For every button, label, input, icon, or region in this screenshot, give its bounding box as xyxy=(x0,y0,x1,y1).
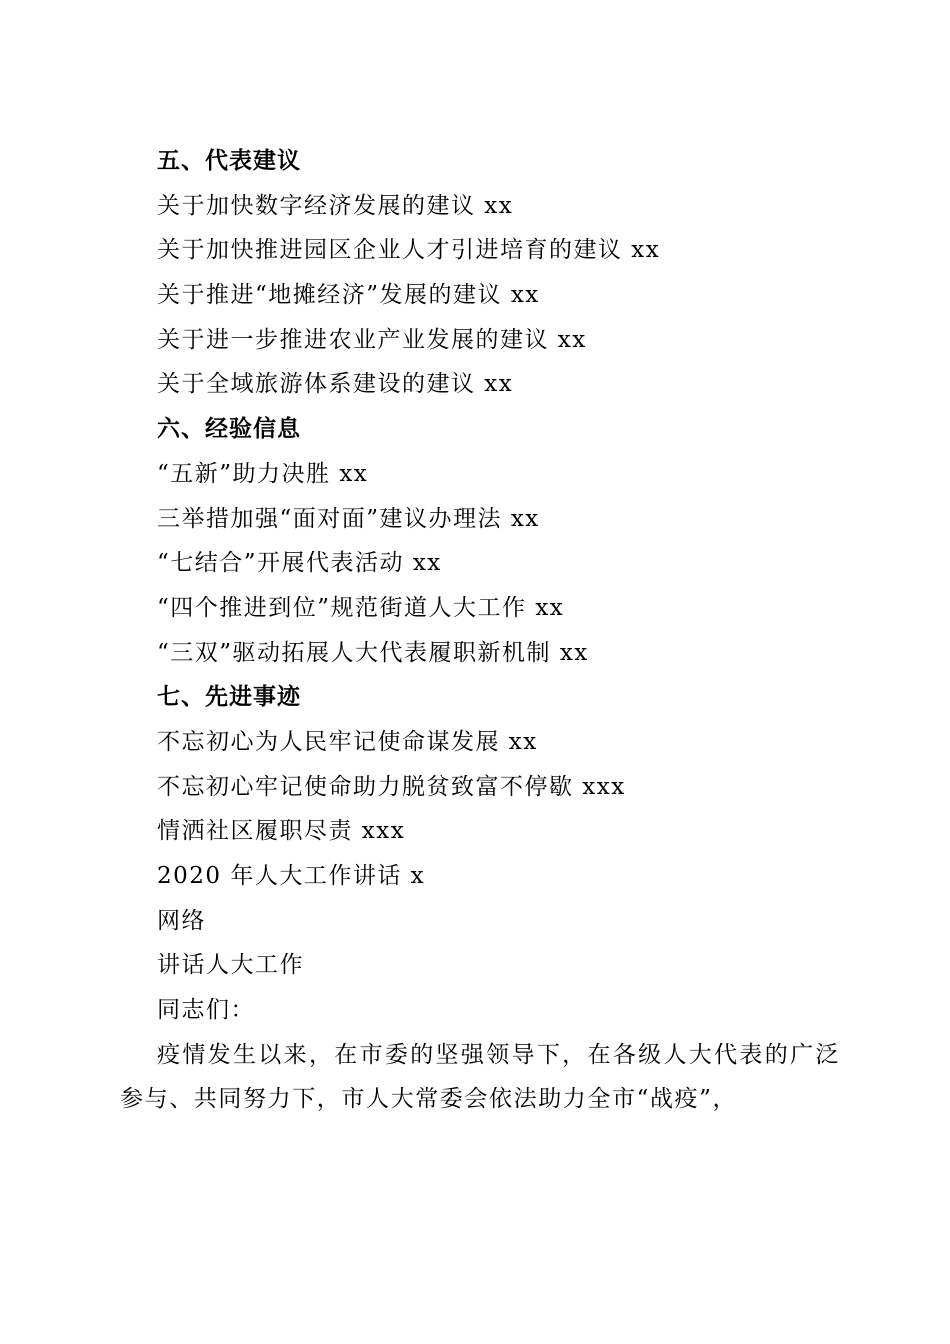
list-item: 关于加快数字经济发展的建议 xx xyxy=(157,192,514,219)
speech-title: 2020 年人大工作讲话 x xyxy=(157,863,426,889)
speech-salutation: 同志们： xyxy=(157,997,255,1024)
list-item: 关于全域旅游体系建设的建议 xx xyxy=(157,371,514,398)
list-item: 三举措加强“面对面”建议办理法 xx xyxy=(157,505,540,532)
list-item: 关于加快推进园区企业人才引进培育的建议 xx xyxy=(157,237,661,264)
list-item: 不忘初心牢记使命助力脱贫致富不停歇 xxx xyxy=(157,773,626,800)
list-item: “四个推进到位”规范街道人大工作 xx xyxy=(157,594,565,621)
section-heading-7: 七、先进事迹 xyxy=(157,684,301,711)
list-item: 不忘初心为人民牢记使命谋发展 xx xyxy=(157,728,538,755)
list-item: “三双”驱动拓展人大代表履职新机制 xx xyxy=(157,639,589,666)
section-heading-6: 六、经验信息 xyxy=(157,416,301,443)
document-body xyxy=(120,139,840,1122)
list-item: 情洒社区履职尽责 xxx xyxy=(157,818,406,845)
speech-source: 网络 xyxy=(157,907,206,934)
speech-subtitle: 讲话人大工作 xyxy=(157,952,304,979)
list-item: 关于推进“地摊经济”发展的建议 xx xyxy=(157,282,540,309)
list-item: 关于进一步推进农业产业发展的建议 xx xyxy=(157,326,587,353)
list-item: “七结合”开展代表活动 xx xyxy=(157,550,442,577)
speech-paragraph: 疫情发生以来，在市委的坚强领导下，在各级人大代表的广泛参与、共同努力下，市人大常委会依法助力全市“战疫”， xyxy=(120,1041,840,1113)
list-item: “五新”助力决胜 xx xyxy=(157,460,369,487)
section-heading-5: 五、代表建议 xyxy=(157,148,301,174)
